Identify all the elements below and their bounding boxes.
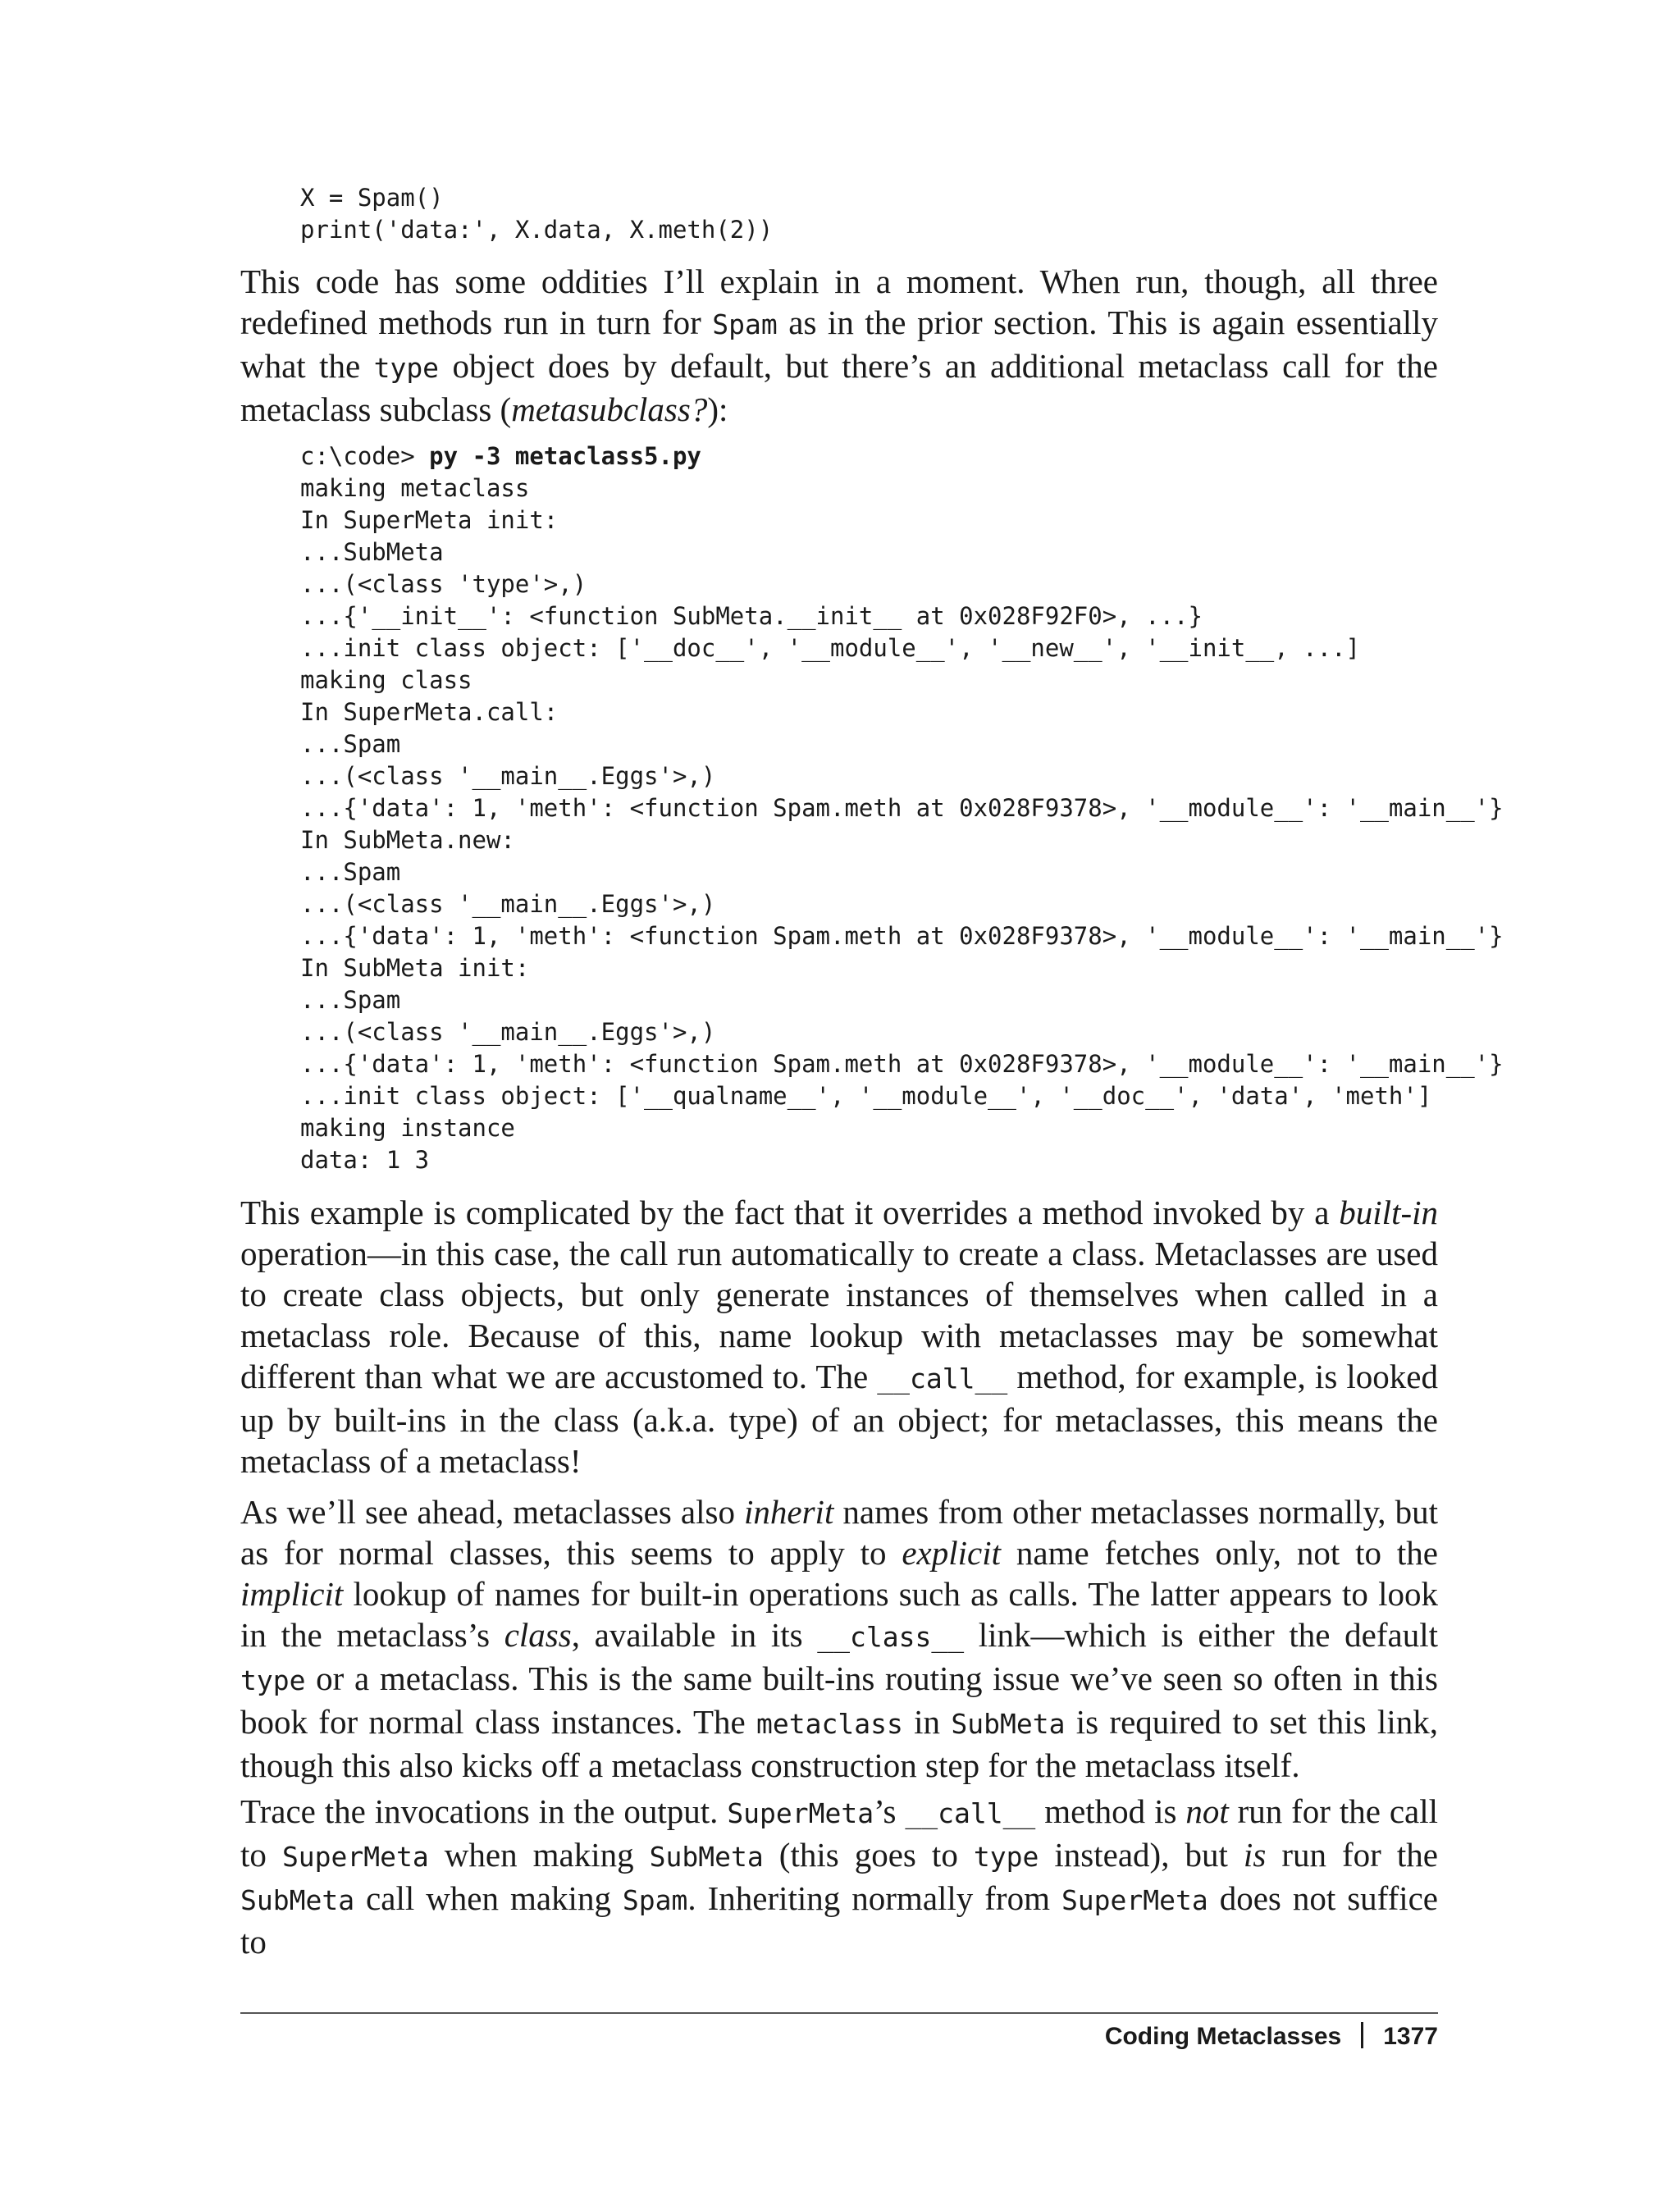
shell-prompt: c:\code> (300, 442, 430, 470)
inline-code: Spam (622, 1884, 688, 1916)
text: This example is complicated by the fact that it overrides a method invoked by a (240, 1194, 1340, 1231)
output-line: making metaclass (300, 474, 530, 502)
text: run for the call to (240, 1792, 1438, 1874)
running-footer (1105, 2020, 1438, 2053)
inline-code: SubMeta (649, 1841, 764, 1873)
text: link—which is either the default (964, 1616, 1438, 1654)
text: does not suffice to (240, 1879, 1439, 1961)
inline-code: __class__ (817, 1621, 965, 1653)
text: . Inheriting normally from (687, 1879, 1061, 1917)
footer-separator (1361, 2022, 1363, 2048)
inline-code: Spam (712, 308, 778, 340)
output-line: making class (300, 666, 472, 694)
paragraph-3 (240, 1491, 1438, 1786)
output-line: In SuperMeta.call: (300, 698, 559, 726)
text: method, for example, is looked up by built-ins in the class (a.k.a. type) of an object; for metaclasses, this means the metaclass of a metaclass! (240, 1358, 1438, 1480)
output-line: data: 1 3 (300, 1146, 430, 1174)
text: Trace the invocations in the output. (240, 1792, 728, 1830)
code-listing-top (300, 182, 773, 246)
text: names from other metaclasses normally, but as for normal classes, this seems to apply to (240, 1493, 1438, 1572)
output-line: ...(<class '__main__.Eggs'>,) (300, 1018, 716, 1046)
output-line: ...{'data': 1, 'meth': <function Spam.meth at 0x028F9378>, '__module__': '__main__'} (300, 794, 1504, 822)
text: lookup of names for built-in operations such as calls. The latter appears to look in the metaclass’s (240, 1575, 1438, 1654)
output-line: ...SubMeta (300, 538, 444, 566)
paragraph-2 (240, 1192, 1438, 1481)
text: As we’ll see ahead, metaclasses also (240, 1493, 745, 1531)
text: when making (428, 1836, 650, 1874)
text: as in the prior section. This is again essentially what the (240, 304, 1438, 385)
italic-text: explicit (902, 1534, 1002, 1572)
italic-text: metasubclass? (511, 390, 708, 428)
text: is required to set this link, though this also kicks off a metaclass construction step for the metaclass itself. (240, 1703, 1438, 1784)
output-line: ...Spam (300, 986, 401, 1014)
output-lines (300, 472, 1504, 1176)
inline-code: type (973, 1841, 1039, 1873)
text: ’s (874, 1792, 906, 1830)
italic-text: implicit (240, 1575, 344, 1613)
section-title: Coding Metaclasses (1104, 2023, 1342, 2050)
text: object does by default, but there’s an additional metaclass call for the metaclass subclass ( (240, 347, 1438, 428)
text: (this goes to (763, 1836, 974, 1874)
text: in (902, 1703, 952, 1741)
output-line: In SubMeta init: (300, 954, 530, 982)
inline-code: SuperMeta (281, 1841, 429, 1873)
output-line: ...Spam (300, 730, 401, 758)
text: name fetches only, not to the (1001, 1534, 1438, 1572)
shell-command: py -3 metaclass5.py (429, 442, 701, 470)
italic-text: is (1243, 1836, 1267, 1874)
italic-text: class (504, 1616, 572, 1654)
footer-rule (240, 2012, 1438, 2014)
italic-text: not (1185, 1792, 1229, 1830)
text: ): (707, 390, 728, 428)
command-line (300, 441, 1504, 472)
inline-code: __call__ (905, 1797, 1036, 1829)
text: This code has some oddities I’ll explain in a moment. When run, though, all three redefined methods run in turn for (240, 262, 1438, 341)
italic-text: inherit (744, 1493, 834, 1531)
output-line: making instance (300, 1114, 515, 1142)
text: or a metaclass. This is the same built-ins routing issue we’ve seen so often in this book for normal class instances. The (240, 1659, 1438, 1741)
output-line: In SubMeta.new: (300, 826, 515, 854)
inline-code: type (373, 352, 440, 384)
inline-code: type (240, 1664, 306, 1696)
inline-code: SubMeta (240, 1884, 355, 1916)
inline-code: SuperMeta (727, 1797, 874, 1829)
inline-code: SubMeta (951, 1708, 1066, 1740)
paragraph-4 (240, 1791, 1438, 1962)
page-number: 1377 (1383, 2023, 1438, 2050)
inline-code: SuperMeta (1061, 1884, 1208, 1916)
code-line: print('data:', X.data, X.meth(2)) (300, 216, 774, 244)
output-line: ...(<class 'type'>,) (300, 570, 587, 598)
text: instead), but (1039, 1836, 1244, 1874)
output-line: ...init class object: ['__doc__', '__module__', '__new__', '__init__, ...] (300, 634, 1361, 662)
output-line: ...(<class '__main__.Eggs'>,) (300, 890, 716, 918)
output-line: ...{'data': 1, 'meth': <function Spam.meth at 0x028F9378>, '__module__': '__main__'} (300, 1050, 1504, 1078)
italic-text: built-in (1339, 1194, 1438, 1231)
output-line: ...{'data': 1, 'meth': <function Spam.meth at 0x028F9378>, '__module__': '__main__'} (300, 922, 1504, 950)
output-line: ...init class object: ['__qualname__', '__module__', '__doc__', 'data', 'meth'] (300, 1082, 1432, 1110)
output-line: ...{'__init__': <function SubMeta.__init__ at 0x028F92F0>, ...} (300, 602, 1203, 630)
output-line: ...Spam (300, 858, 401, 886)
output-line: In SuperMeta init: (300, 506, 559, 534)
inline-code: __call__ (877, 1363, 1008, 1395)
text: call when making (354, 1879, 623, 1917)
text: run for the (1266, 1836, 1438, 1874)
console-output (300, 441, 1504, 1176)
paragraph-1 (240, 261, 1438, 430)
inline-code: metaclass (756, 1708, 903, 1740)
text: , available in its (571, 1616, 818, 1654)
output-line: ...(<class '__main__.Eggs'>,) (300, 762, 716, 790)
text: method is (1035, 1792, 1186, 1830)
code-line: X = Spam() (300, 184, 444, 212)
text: operation—in this case, the call run automatically to create a class. Metaclasses are used to create class objects, but only generate instances of themselves when called in a metaclass role. Because of this, name lookup with metaclasses may be somewhat different than what we are accustomed to. The (240, 1235, 1438, 1395)
